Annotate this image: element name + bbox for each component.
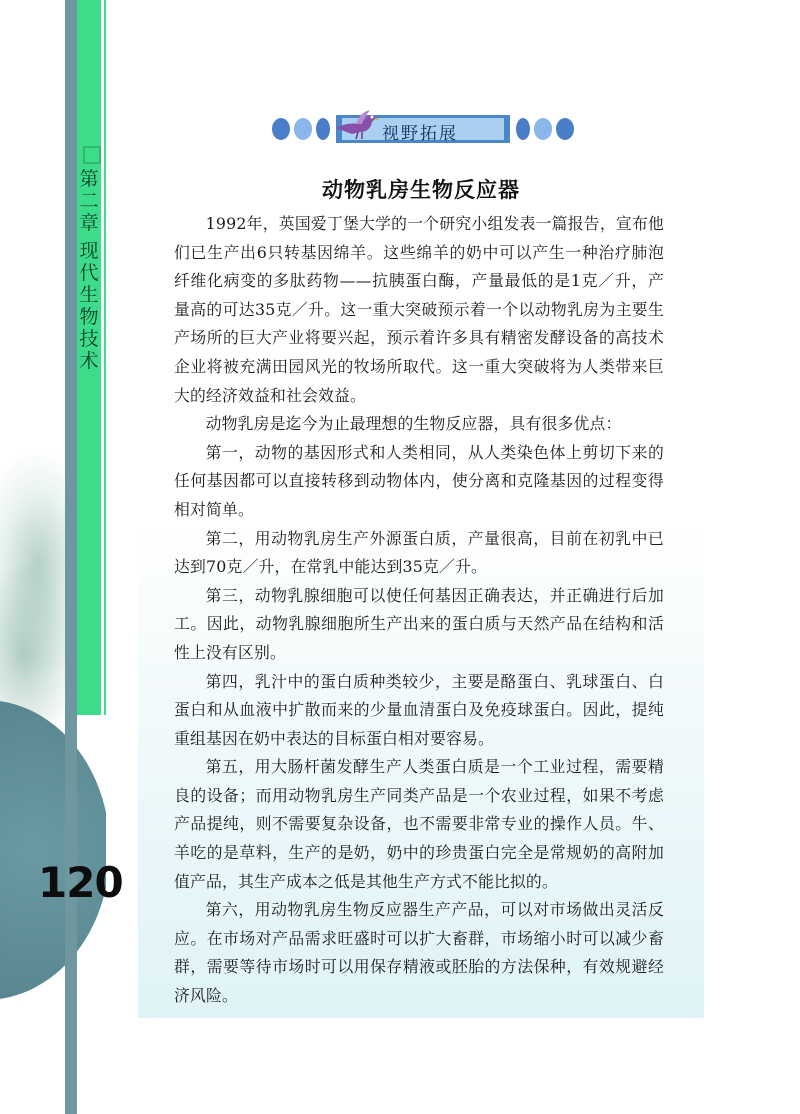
chapter-title: 现代生物技术 xyxy=(79,240,99,372)
chapter-label xyxy=(78,168,100,372)
section-banner xyxy=(272,110,572,150)
banner-title: 视野拓展 xyxy=(382,124,458,144)
banner-dot-icon xyxy=(316,118,330,140)
paragraph: 动物乳房是迄今为止最理想的生物反应器，具有很多优点： xyxy=(205,414,622,434)
page-number: 120 xyxy=(38,858,123,907)
banner-dot-icon xyxy=(294,118,312,140)
margin-teal-strip xyxy=(65,0,77,1114)
banner-dot-icon xyxy=(534,118,552,140)
paragraph: 第六，用动物乳房生物反应器生产产品，可以对市场做出灵活反应。在市场对产品需求旺盛时可以扩大畜群，市场缩小时可以减少畜群，需要等待市场时可以用保存精液或胚胎的方法保种，有效规避经济风险。 xyxy=(174,900,664,1006)
article-title: 动物乳房生物反应器 xyxy=(322,178,520,202)
page-corner-circle xyxy=(0,700,110,1000)
paragraph: 第三，动物乳腺细胞可以使任何基因正确表达，并正确进行后加工。因此，动物乳腺细胞所生产出来的蛋白质与天然产品在结构和活性上没有区别。 xyxy=(174,585,664,662)
banner-dot-icon xyxy=(272,118,290,140)
banner-dot-icon xyxy=(516,118,530,140)
paragraph: 1992年，英国爱丁堡大学的一个研究小组发表一篇报告，宣布他们已生产出6只转基因绵羊。这些绵羊的奶中可以产生一种治疗肺泡纤维化病变的多肽药物——抗胰蛋白酶，产量最低的是1克／升，产量高的可达35克／升。这一重大突破预示着一个以动物乳房为主要生产场所的巨大产业将要兴起，预示着许多具有精密发酵设备的高技术企业将被充满田园风光的牧场所取代。这一重大突破将为人类带来巨大的经济效益和社会效益。 xyxy=(174,214,664,405)
chapter-number: 第二章 xyxy=(79,168,99,234)
margin-divider-2 xyxy=(104,0,106,715)
paragraph: 第二，用动物乳房生产外源蛋白质，产量很高，目前在初乳中已达到70克／升，在常乳中能达到35克／升。 xyxy=(174,528,664,577)
paragraph: 第四，乳汁中的蛋白质种类较少，主要是酪蛋白、乳球蛋白、白蛋白和从血液中扩散而来的少量血清蛋白及免疫球蛋白。因此，提纯重组基因在奶中表达的目标蛋白相对要容易。 xyxy=(174,671,664,748)
chapter-marker-icon xyxy=(83,146,101,164)
bird-icon xyxy=(334,106,380,142)
article-body xyxy=(174,210,664,1011)
paragraph: 第五，用大肠杆菌发酵生产人类蛋白质是一个工业过程，需要精良的设备；而用动物乳房生产同类产品是一个农业过程，如果不考虑产品提纯，则不需要复杂设备，也不需要非常专业的操作人员。牛、羊吃的是草料，生产的是奶，奶中的珍贵蛋白完全是常规奶的高附加值产品，其生产成本之低是其他生产方式不能比拟的。 xyxy=(174,757,664,891)
banner-dot-icon xyxy=(556,118,574,140)
paragraph: 第一，动物的基因形式和人类相同，从人类染色体上剪切下来的任何基因都可以直接转移到动物体内，使分离和克隆基因的过程变得相对简单。 xyxy=(174,442,664,519)
